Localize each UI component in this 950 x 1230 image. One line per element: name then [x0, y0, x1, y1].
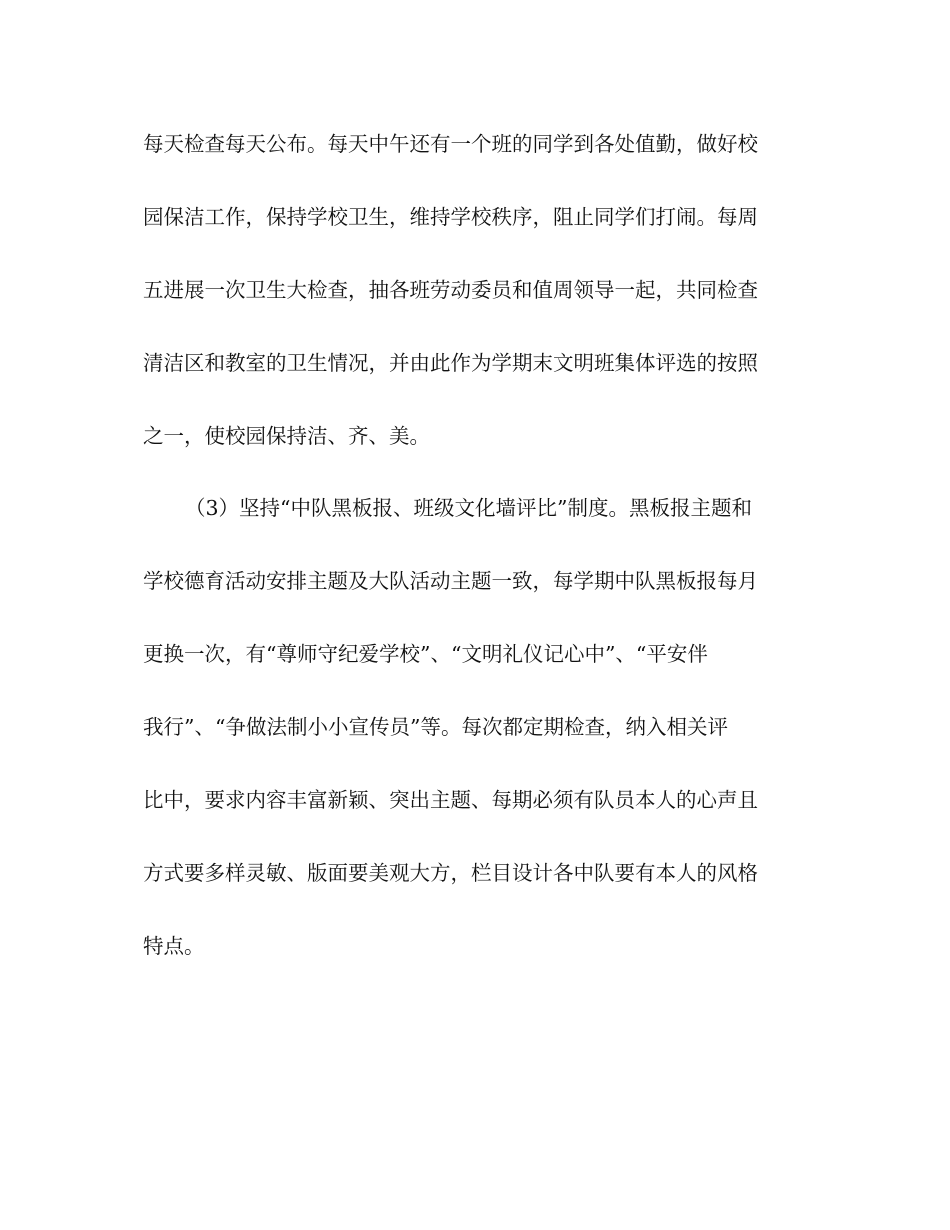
text-line: 学校德育活动安排主题及大队活动主题一致，每学期中队黑板报每月 — [143, 569, 758, 593]
text-line: 我行”、“争做法制小小宣传员”等。每次都定期检查，纳入相关评 — [143, 715, 728, 739]
text-line: 方式要多样灵敏、版面要美观大方，栏目设计各中队要有本人的风格 — [143, 861, 758, 885]
text-line: 之一，使校园保持洁、齐、美。 — [143, 424, 430, 448]
text-line: 园保洁工作，保持学校卫生，维持学校秩序，阻止同学们打闹。每周 — [143, 205, 758, 229]
paragraph-hygiene-inspection — [143, 108, 823, 473]
text-line: 清洁区和教室的卫生情况，并由此作为学期末文明班集体评选的按照 — [143, 351, 758, 375]
text-line: 比中，要求内容丰富新颖、突出主题、每期必须有队员本人的心声且 — [143, 788, 758, 812]
paragraph-blackboard-evaluation — [143, 472, 823, 983]
text-line: 五进展一次卫生大检查，抽各班劳动委员和值周领导一起，共同检查 — [143, 278, 758, 302]
text-line: 更换一次，有“尊师守纪爱学校”、“文明礼仪记心中”、“平安伴 — [143, 642, 708, 666]
text-line: 每天检查每天公布。每天中午还有一个班的同学到各处值勤，做好校 — [143, 132, 758, 156]
text-line: （3）坚持“中队黑板报、班级文化墙评比”制度。黑板报主题和 — [185, 496, 753, 520]
text-line: 特点。 — [143, 934, 205, 958]
